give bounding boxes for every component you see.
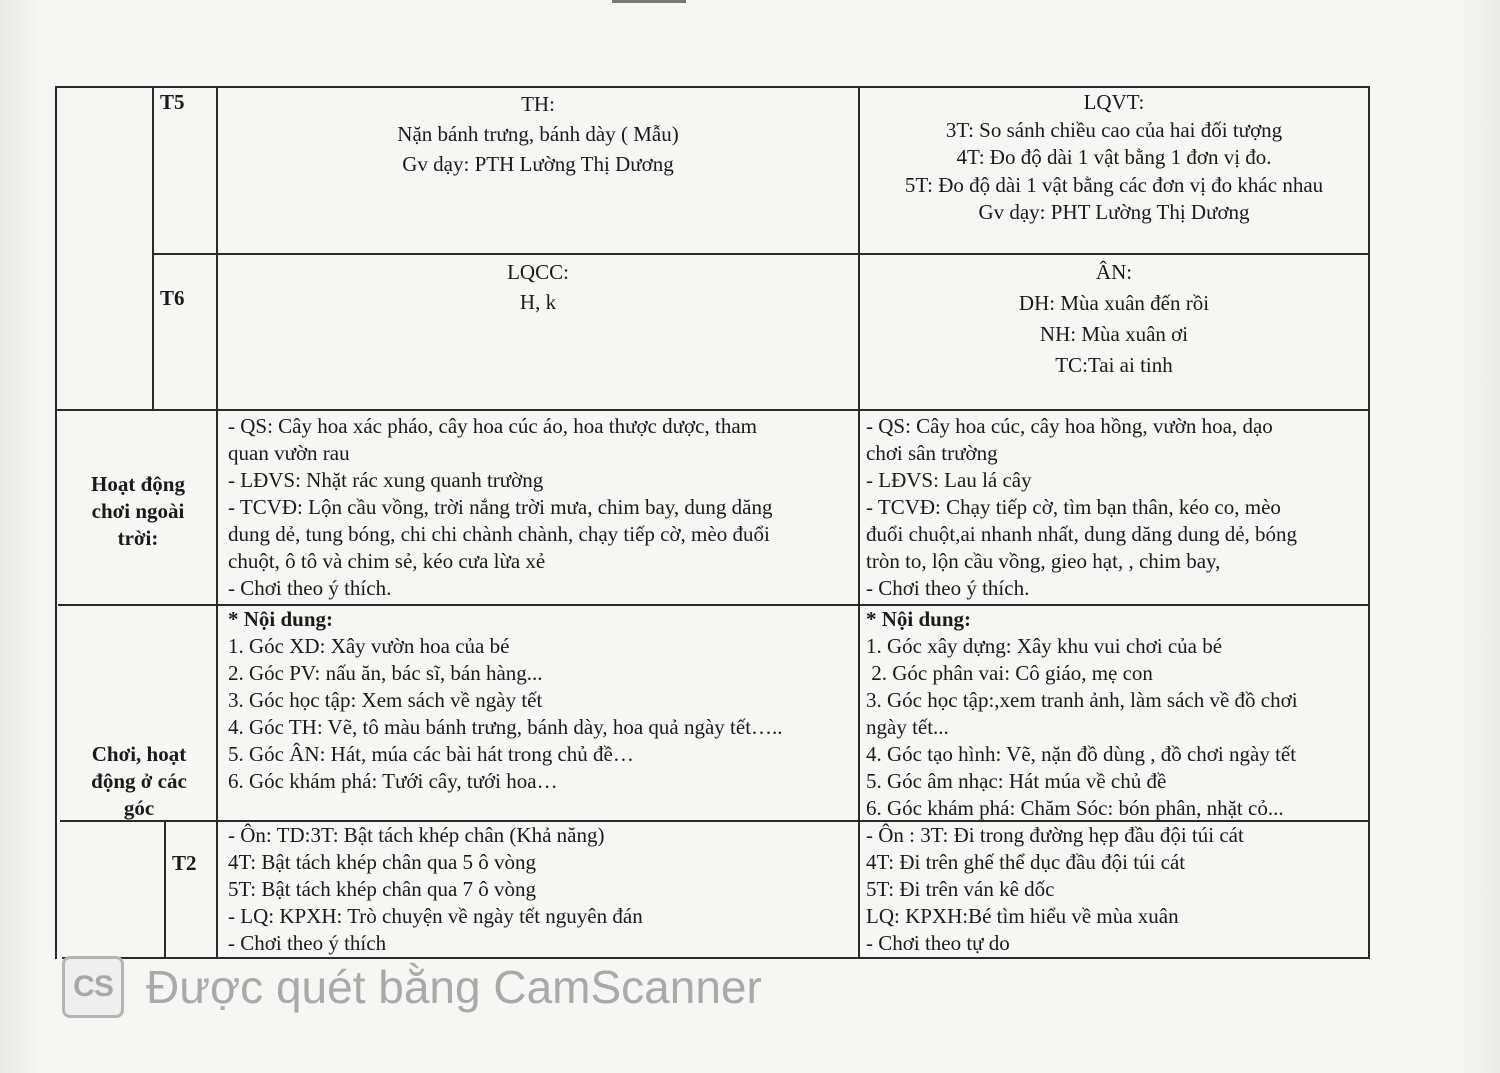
middle-col-divider — [858, 86, 860, 959]
cell-line: - Chơi theo ý thích. — [866, 576, 1030, 600]
cell-line: 1. Góc XD: Xây vườn hoa của bé — [228, 634, 510, 658]
cell-line: 6. Góc khám phá: Chăm Sóc: bón phân, nhặt cỏ... — [866, 796, 1284, 820]
label-line: trời: — [117, 526, 159, 550]
day-label-t2 — [172, 850, 216, 877]
day-label-t5 — [160, 89, 210, 116]
corners-right-cell — [866, 606, 1366, 822]
corners-left-cell — [228, 606, 856, 795]
cell-line: 3. Góc học tập: Xem sách về ngày tết — [228, 688, 543, 712]
cell-line: 2. Góc PV: nấu ăn, bác sĩ, bán hàng... — [228, 661, 543, 685]
cell-line: dung dẻ, tung bóng, chi chi chành chành, chạy tiếp cờ, mèo đuổi — [228, 522, 770, 546]
table-border-right — [1368, 86, 1370, 959]
outdoor-left-cell — [228, 413, 856, 602]
cell-line: 4T: Đi trên ghế thể dục đầu đội túi cát — [866, 850, 1186, 874]
cell-line: Gv dạy: PHT Lường Thị Dương — [978, 200, 1250, 224]
t5-right-cell — [862, 89, 1366, 227]
cell-line: 1. Góc xây dựng: Xây khu vui chơi của bé — [866, 634, 1223, 658]
cell-line: H, k — [519, 290, 557, 314]
cell-line: - Ôn: TD:3T: Bật tách khép chân (Khả năng) — [228, 823, 605, 847]
label-line: góc — [123, 796, 155, 820]
corners-label — [62, 741, 216, 822]
day-col-divider — [152, 86, 154, 411]
outdoor-label — [60, 471, 216, 552]
cell-line: LQ: KPXH:Bé tìm hiểu về mùa xuân — [866, 904, 1179, 928]
label-line: chơi ngoài — [91, 499, 185, 523]
cell-line: - Ôn : 3T: Đi trong đường hẹp đầu đội túi cát — [866, 823, 1244, 847]
cell-line: chơi sân trường — [866, 441, 998, 465]
cell-line: đuổi chuột,ai nhanh nhất, dung dăng dung dẻ, bóng — [866, 522, 1298, 546]
cell-line: - LĐVS: Nhặt rác xung quanh trường — [228, 468, 544, 492]
cell-line: 3T: So sánh chiều cao của hai đối tượng — [945, 117, 1283, 142]
t6-right-cell — [862, 257, 1366, 381]
t6-left-cell — [220, 257, 856, 317]
cell-line: LQCC: — [507, 260, 569, 284]
cell-line: 4. Góc tạo hình: Vẽ, nặn đồ dùng , đồ chơi ngày tết — [866, 742, 1297, 766]
cell-line: 4T: Đo độ dài 1 vật bằng 1 đơn vị đo. — [956, 145, 1272, 169]
cell-line: NH: Mùa xuân ơi — [1039, 322, 1189, 346]
watermark-text: Được quét bằng CamScanner — [146, 961, 762, 1013]
cell-line: 5. Góc âm nhạc: Hát múa về chủ đề — [866, 769, 1167, 793]
cell-line: - Chơi theo ý thích. — [228, 576, 392, 600]
t5-left-cell — [220, 89, 856, 179]
cell-line: - TCVĐ: Lộn cầu vồng, trời nắng trời mưa, chim bay, dung dăng — [228, 495, 773, 519]
outdoor-right-cell — [866, 413, 1366, 602]
cell-line: - QS: Cây hoa cúc, cây hoa hồng, vườn hoa, dạo — [866, 414, 1273, 438]
cell-line: 4T: Bật tách khép chân qua 5 ô vòng — [228, 850, 537, 874]
cell-line: - Chơi theo tự do — [866, 931, 1010, 955]
day-text: T2 — [172, 851, 197, 875]
cell-line: LQVT: — [1083, 90, 1145, 114]
cell-line: - LQ: KPXH: Trò chuyện về ngày tết nguyên đán — [228, 904, 643, 928]
cell-line: - QS: Cây hoa xác pháo, cây hoa cúc áo, hoa thược dược, tham — [228, 414, 757, 438]
cell-line: TH: — [521, 92, 555, 116]
afternoon-right-cell — [866, 822, 1366, 957]
cell-line: 5T: Đi trên ván kê dốc — [866, 877, 1055, 901]
cell-line: 6. Góc khám phá: Tưới cây, tưới hoa… — [228, 769, 558, 793]
afternoon-left-cell — [228, 822, 856, 957]
cell-line: chuột, ô tô và chim sẻ, kéo cưa lừa xẻ — [228, 549, 546, 573]
cell-line: DH: Mùa xuân đến rồi — [1018, 291, 1210, 315]
day-label-t6 — [160, 285, 210, 312]
scan-edge-mark — [612, 0, 686, 3]
cell-line: 5T: Bật tách khép chân qua 7 ô vòng — [228, 877, 537, 901]
cell-line: ngày tết... — [866, 715, 949, 739]
cell-line: - LĐVS: Lau lá cây — [866, 468, 1032, 492]
table-border-left — [55, 86, 57, 959]
content-heading: * Nội dung: — [866, 607, 972, 631]
cell-line: 2. Góc phân vai: Cô giáo, mẹ con — [866, 661, 1153, 685]
label-line: Hoạt động — [91, 472, 185, 496]
cell-line: TC:Tai ai tinh — [1055, 353, 1173, 377]
cell-line: - Chơi theo ý thích — [228, 931, 387, 955]
table-border-top — [55, 86, 1370, 88]
camscanner-logo-icon: CS — [62, 956, 124, 1018]
afternoon-day-divider — [164, 820, 166, 959]
content-heading: * Nội dung: — [228, 607, 334, 631]
cell-line: quan vườn rau — [228, 441, 350, 465]
cell-line: 5. Góc ÂN: Hát, múa các bài hát trong chủ đề… — [228, 742, 634, 766]
cell-line: tròn to, lộn cầu vồng, gieo hạt, , chim bay, — [866, 549, 1221, 573]
row-divider — [57, 409, 1370, 411]
cell-line: ÂN: — [1095, 260, 1133, 284]
cell-line: Nặn bánh trưng, bánh dày ( Mẫu) — [397, 122, 679, 146]
label-line: động ở các — [91, 769, 187, 793]
content-col-divider — [216, 86, 218, 959]
cell-line: Gv dạy: PTH Lường Thị Dương — [402, 152, 674, 176]
cell-line: 5T: Đo độ dài 1 vật bằng các đơn vị đo khác nhau — [904, 172, 1324, 197]
day-text: T5 — [160, 90, 185, 114]
camscanner-watermark — [62, 955, 762, 1019]
cell-line: - TCVĐ: Chạy tiếp cờ, tìm bạn thân, kéo co, mèo — [866, 495, 1281, 519]
cell-line: 4. Góc TH: Vẽ, tô màu bánh trưng, bánh dày, hoa quả ngày tết….. — [228, 715, 783, 739]
row-divider — [152, 253, 1370, 255]
label-line: Chơi, hoạt — [91, 742, 187, 766]
cell-line: 3. Góc học tập:,xem tranh ảnh, làm sách về đồ chơi — [866, 688, 1298, 712]
day-text: T6 — [160, 286, 185, 310]
